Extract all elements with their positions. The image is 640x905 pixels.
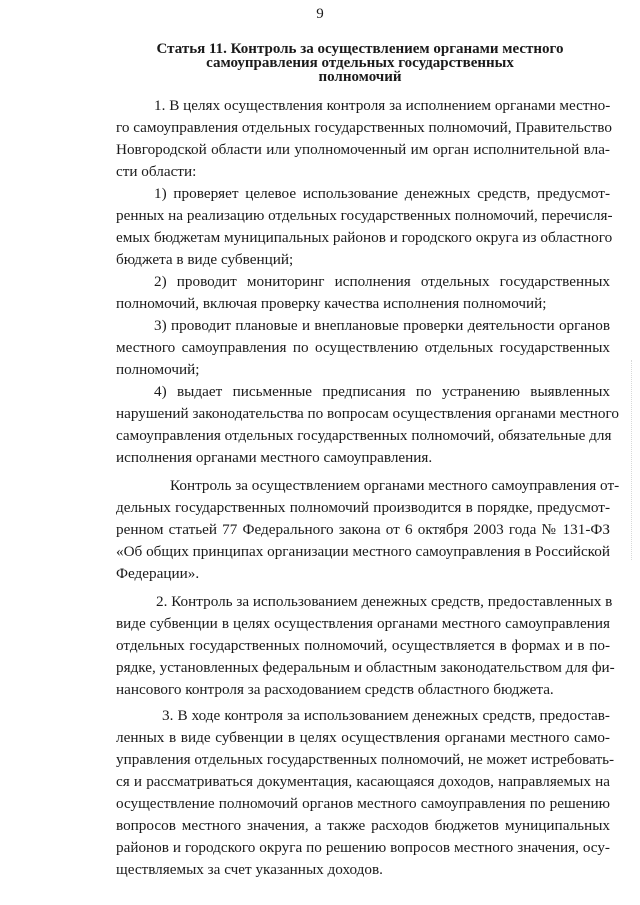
text-line: рядке, установленных федеральным и областным законодательством для фи-: [116, 659, 615, 676]
text-line: сти области:: [116, 163, 197, 180]
text-line: виде субвенции в целях осуществления органами местного самоуправления: [116, 615, 610, 632]
text-line: 2) проводит мониторинг исполнения отдельных государственных: [154, 273, 610, 290]
paragraph-p1-5: [0, 475, 640, 585]
scan-edge-mark: [631, 360, 638, 560]
text-line: полномочий;: [116, 361, 200, 378]
article-title-line: самоуправления отдельных государственных: [206, 55, 514, 71]
text-line: самоуправления отдельных государственных полномочий, обязательные для: [116, 427, 612, 444]
text-line: бюджета в виде субвенций;: [116, 251, 294, 268]
text-line: нарушений законодательства по вопросам осуществления органами местного: [116, 405, 619, 422]
paragraph-p1-2: [0, 271, 640, 315]
article-title-line: Статья 11. Контроль за осуществлением органами местного: [156, 41, 564, 57]
paragraph-p3: [0, 705, 640, 881]
article-body: [0, 95, 640, 881]
paragraph-p2: [0, 591, 640, 701]
text-line: ществляемых за счет указанных доходов.: [116, 861, 383, 878]
text-line: вопросов местного значения, а также расходов бюджетов муниципальных: [116, 817, 610, 834]
text-line: отдельных государственных полномочий, осуществляется в формах и в по-: [116, 637, 610, 654]
text-line: емых бюджетам муниципальных районов и городского округа из областного: [116, 229, 613, 246]
article-title-line: полномочий: [318, 69, 402, 85]
text-line: 4) выдает письменные предписания по устранению выявленных: [154, 383, 610, 400]
text-line: осуществление полномочий органов местного самоуправления по решению: [116, 795, 610, 812]
text-line: ренном статьей 77 Федерального закона от 6 октября 2003 года № 131-ФЗ: [116, 521, 610, 538]
text-line: местного самоуправления по осуществлению отдельных государственных: [116, 339, 610, 356]
text-line: «Об общих принципах организации местного самоуправления в Российской: [116, 543, 611, 560]
text-line: исполнения органами местного самоуправления.: [116, 449, 433, 466]
text-line: ренных на реализацию отдельных государственных полномочий, перечисля-: [116, 207, 613, 224]
paragraph-p1-4: [0, 381, 640, 469]
text-line: дельных государственных полномочий производится в порядке, предусмот-: [116, 499, 610, 516]
paragraph-p1-1: [0, 183, 640, 271]
text-line: ленных в виде субвенции в целях осуществления органами местного само-: [116, 729, 610, 746]
text-line: Контроль за осуществлением органами местного самоуправления от-: [170, 477, 620, 494]
text-line: 1) проверяет целевое использование денежных средств, предусмот-: [154, 185, 610, 202]
text-line: нансового контроля за расходованием средств областного бюджета.: [116, 681, 554, 698]
text-line: 3) проводит плановые и внеплановые проверки деятельности органов: [154, 317, 610, 334]
text-line: Федерации».: [116, 565, 200, 582]
text-line: 3. В ходе контроля за использованием денежных средств, предостав-: [162, 707, 610, 724]
text-line: Новгородской области или уполномоченный им орган исполнительной вла-: [116, 141, 610, 158]
paragraph-p1: [0, 95, 640, 183]
text-line: ся и рассматриваться документация, касающаяся доходов, направляемых на: [116, 773, 610, 790]
text-line: полномочий, включая проверку качества исполнения полномочий;: [116, 295, 547, 312]
paragraph-p1-3: [0, 315, 640, 381]
text-line: го самоуправления отдельных государственных полномочий, Правительство: [116, 119, 612, 136]
article-title: [150, 42, 570, 84]
text-line: 1. В целях осуществления контроля за исполнением органами местно-: [154, 97, 611, 114]
text-line: управления отдельных государственных полномочий, не может истребовать-: [116, 751, 615, 768]
page-number: 9: [316, 6, 324, 22]
text-line: 2. Контроль за использованием денежных средств, предоставленных в: [156, 593, 613, 610]
text-line: районов и городского округа по решению вопросов местного значения, осу-: [116, 839, 610, 856]
